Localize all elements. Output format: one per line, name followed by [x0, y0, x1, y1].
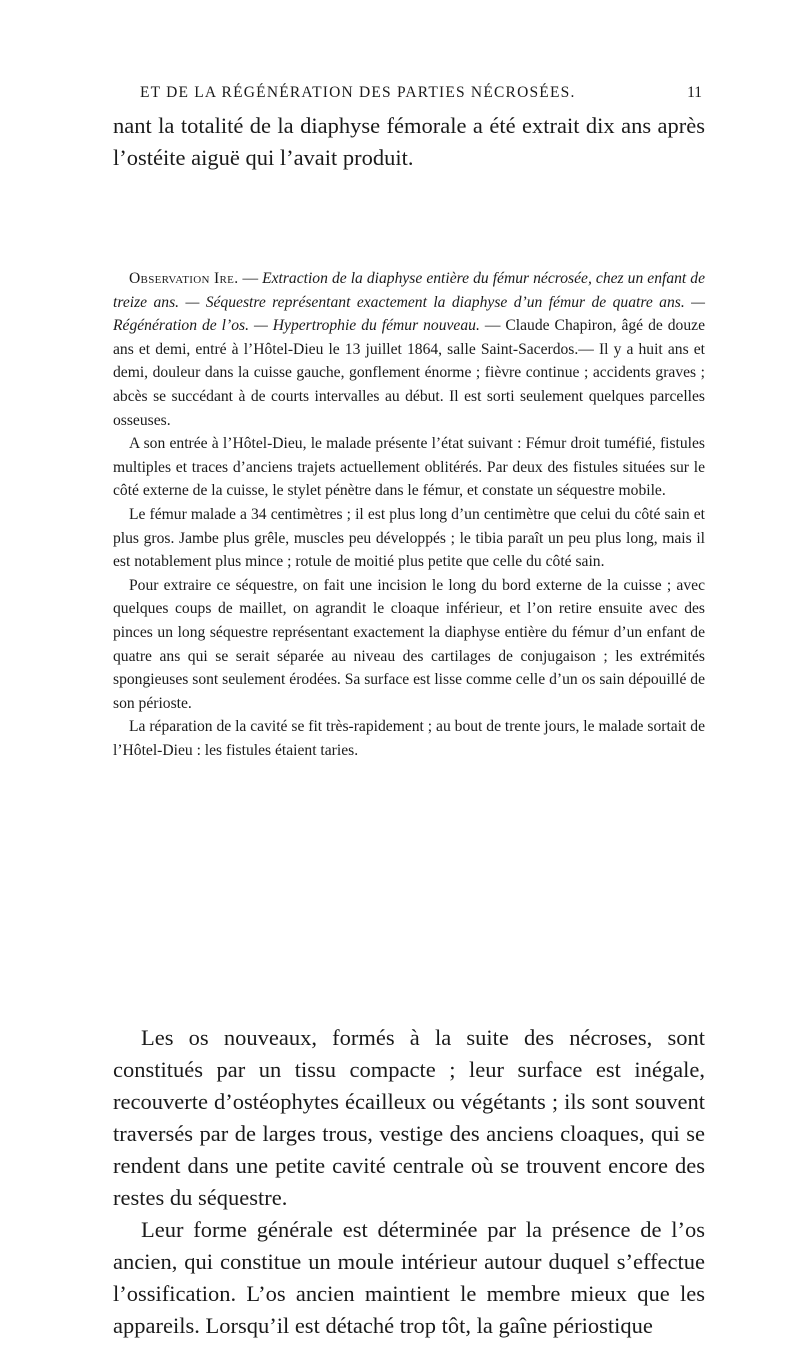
main-paragraph: Leur forme générale est déterminée par la présence de l’os ancien, qui constitue un moule intérieur autour duquel s’effectue l’ossification. L’os ancien maintient le membre mieux que les appareils. Lorsqu’il est détaché trop tôt, la gaîne périostique: [113, 1217, 705, 1338]
observation-label: Observation Ire.: [129, 270, 239, 287]
observation-paragraph: La réparation de la cavité se fit très-rapidement ; au bout de trente jours, le malade sortait de l’Hôtel-Dieu : les fistules étaient taries.: [113, 718, 705, 759]
observation-paragraph: A son entrée à l’Hôtel-Dieu, le malade présente l’état suivant : Fémur droit tuméfié, fistules multiples et traces d’anciens trajets actuellement oblitérés. Par deux des fistules situées sur le côté externe de la cuisse, le stylet pénètre dans le fémur, et constate un séquestre mobile.: [113, 435, 705, 500]
observation-paragraph: Le fémur malade a 34 centimètres ; il est plus long d’un centimètre que celui du côté sain et plus gros. Jambe plus grêle, muscles peu développés ; le tibia paraît un peu plus long, mais il est notablement plus mince ; rotule de moitié plus petite que celle du côté sain.: [113, 505, 705, 571]
running-title: ET DE LA RÉGÉNÉRATION DES PARTIES NÉCROSÉES.: [140, 84, 576, 101]
observation-title: Extraction de la diaphyse entière du fémur nécrosée, chez un enfant de treize ans. — Séquestre représentant exactement la diaphyse d’un fémur de quatre ans. — Régénération de l’os. — Hypertrophie du fémur nouveau.: [113, 270, 706, 335]
page-number: 11: [687, 84, 702, 101]
intro-paragraph-block: [113, 110, 705, 174]
main-text-block: [113, 1022, 705, 1342]
intro-paragraph: nant la totalité de la diaphyse fémorale a été extrait dix ans après l’ostéite aiguë qui l’avait produit.: [113, 113, 705, 170]
main-paragraph: Les os nouveaux, formés à la suite des nécroses, sont constitués par un tissu compacte ; leur surface est inégale, recouverte d’ostéophytes écailleux ou végétants ; ils sont souvent traversés par de larges trous, vestige des anciens cloaques, qui se rendent dans une petite cavité centrale où se trouvent encore des restes du séquestre.: [113, 1025, 705, 1210]
running-header: [92, 84, 702, 104]
observation-heading-paragraph: Observation Ire. — Extraction de la diaphyse entière du fémur nécrosée, chez un enfant de treize ans. — Séquestre représentant exactement la diaphyse d’un fémur de quatre ans. — Régénération de l’os. — Hypertrophie du fémur nouveau. — Claude Chapiron, âgé de douze ans et demi, entré à l’Hôtel-Dieu le 13 juillet 1864, salle Saint-Sacerdos.— Il y a huit ans et demi, douleur dans la cuisse gauche, gonflement énorme ; fièvre continue ; accidents graves ; abcès se succédant à de courts intervalles au début. Il est sorti seulement quelques parcelles osseuses.: [113, 270, 706, 429]
observation-case-text: — Claude Chapiron, âgé de douze ans et demi, entré à l’Hôtel-Dieu le 13 juillet 1864, salle Saint-Sacerdos.— Il y a huit ans et demi, douleur dans la cuisse gauche, gonflement énorme ; fièvre continue ; accidents graves ; abcès se succédant à de courts intervalles au début. Il est sorti seulement quelques parcelles osseuses.: [113, 317, 705, 429]
observation-paragraph: Pour extraire ce séquestre, on fait une incision le long du bord externe de la cuisse ; avec quelques coups de maillet, on agrandit le cloaque inférieur, et l’on retire ensuite avec des pinces un long séquestre représentant exactement la diaphyse entière du fémur d’un enfant de quatre ans qui se serait séparée au niveau des cartilages de conjugaison ; les extrémités spongieuses sont seulement érodées. Sa surface est lisse comme celle d’un os sain dépouillé de son périoste.: [113, 576, 705, 712]
observation-block: [113, 267, 705, 762]
